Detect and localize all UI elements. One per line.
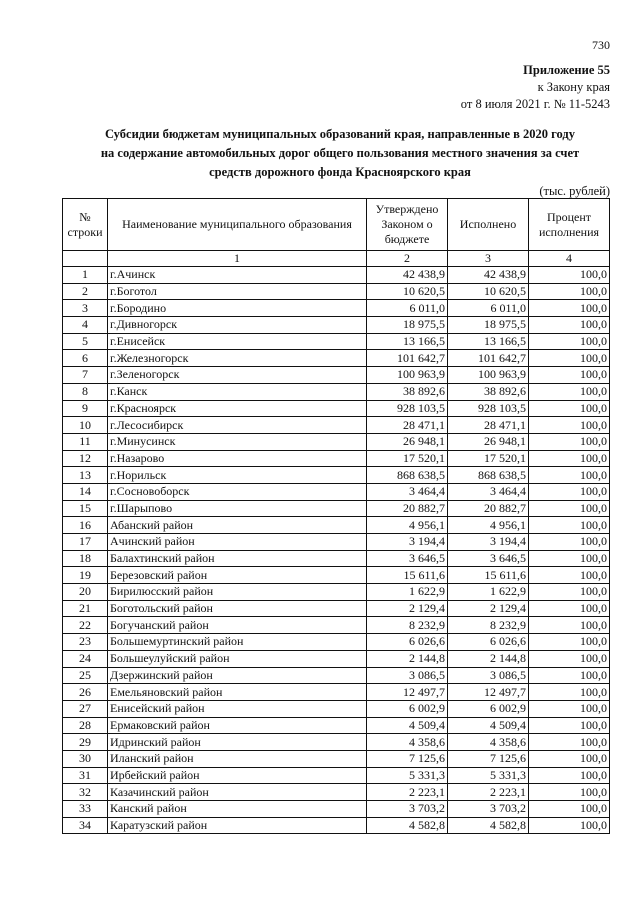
municipality-name: Идринский район: [108, 734, 367, 751]
executed-amount: 868 638,5: [448, 467, 529, 484]
table-row: [63, 600, 610, 617]
row-number: 12: [63, 450, 108, 467]
approved-amount: 2 223,1: [367, 784, 448, 801]
municipality-name: г.Сосновоборск: [108, 483, 367, 500]
execution-percent: 100,0: [529, 267, 610, 284]
table-row: [63, 400, 610, 417]
title-line: средств дорожного фонда Красноярского края: [209, 165, 471, 179]
col-number: 2: [367, 251, 448, 267]
row-number: 29: [63, 734, 108, 751]
execution-percent: 100,0: [529, 767, 610, 784]
table-row: [63, 784, 610, 801]
table-row: [63, 517, 610, 534]
row-number: 3: [63, 300, 108, 317]
municipality-name: Емельяновский район: [108, 684, 367, 701]
table-row: [63, 367, 610, 384]
municipality-name: Ермаковский район: [108, 717, 367, 734]
approved-amount: 6 011,0: [367, 300, 448, 317]
row-number: 10: [63, 417, 108, 434]
approved-amount: 13 166,5: [367, 333, 448, 350]
execution-percent: 100,0: [529, 350, 610, 367]
row-number: 26: [63, 684, 108, 701]
table-row: [63, 383, 610, 400]
approved-amount: 6 026,6: [367, 634, 448, 651]
approved-amount: 928 103,5: [367, 400, 448, 417]
approved-amount: 6 002,9: [367, 700, 448, 717]
table-row: [63, 584, 610, 601]
appendix-line: к Закону края: [537, 80, 610, 94]
municipality-name: Каратузский район: [108, 817, 367, 834]
municipality-name: г.Шарыпово: [108, 500, 367, 517]
approved-amount: 3 646,5: [367, 550, 448, 567]
row-number: 15: [63, 500, 108, 517]
municipality-name: г.Боготол: [108, 283, 367, 300]
approved-amount: 868 638,5: [367, 467, 448, 484]
approved-amount: 17 520,1: [367, 450, 448, 467]
municipality-name: Дзержинский район: [108, 667, 367, 684]
execution-percent: 100,0: [529, 817, 610, 834]
approved-amount: 101 642,7: [367, 350, 448, 367]
approved-amount: 20 882,7: [367, 500, 448, 517]
row-number: 6: [63, 350, 108, 367]
table-row: [63, 567, 610, 584]
execution-percent: 100,0: [529, 534, 610, 551]
execution-percent: 100,0: [529, 483, 610, 500]
row-number: 27: [63, 700, 108, 717]
executed-amount: 6 011,0: [448, 300, 529, 317]
executed-amount: 928 103,5: [448, 400, 529, 417]
municipality-name: г.Красноярск: [108, 400, 367, 417]
approved-amount: 3 703,2: [367, 801, 448, 818]
table-row: [63, 700, 610, 717]
municipality-name: Абанский район: [108, 517, 367, 534]
row-number: 16: [63, 517, 108, 534]
table-row: [63, 734, 610, 751]
executed-amount: 28 471,1: [448, 417, 529, 434]
document-title: [60, 125, 620, 182]
executed-amount: 2 223,1: [448, 784, 529, 801]
header-percent: Процент исполнения: [529, 199, 610, 251]
executed-amount: 2 144,8: [448, 650, 529, 667]
execution-percent: 100,0: [529, 317, 610, 334]
municipality-name: Большеулуйский район: [108, 650, 367, 667]
row-number: 4: [63, 317, 108, 334]
execution-percent: 100,0: [529, 500, 610, 517]
execution-percent: 100,0: [529, 400, 610, 417]
row-number: 8: [63, 383, 108, 400]
title-line: Субсидии бюджетам муниципальных образований края, направленные в 2020 году: [104, 127, 576, 141]
table-row: [63, 750, 610, 767]
municipality-name: г.Норильск: [108, 467, 367, 484]
municipality-name: г.Ачинск: [108, 267, 367, 284]
table-row: [63, 483, 610, 500]
executed-amount: 42 438,9: [448, 267, 529, 284]
row-number: 9: [63, 400, 108, 417]
municipality-name: г.Минусинск: [108, 433, 367, 450]
table-row: [63, 433, 610, 450]
municipality-name: г.Дивногорск: [108, 317, 367, 334]
executed-amount: 6 002,9: [448, 700, 529, 717]
table-row: [63, 634, 610, 651]
row-number: 24: [63, 650, 108, 667]
municipality-name: Богучанский район: [108, 617, 367, 634]
table-row: [63, 650, 610, 667]
execution-percent: 100,0: [529, 717, 610, 734]
execution-percent: 100,0: [529, 550, 610, 567]
page-number: 730: [592, 38, 610, 52]
municipality-name: Канский район: [108, 801, 367, 818]
table-row: [63, 801, 610, 818]
approved-amount: 3 194,4: [367, 534, 448, 551]
row-number: 32: [63, 784, 108, 801]
row-number: 23: [63, 634, 108, 651]
municipality-name: г.Зеленогорск: [108, 367, 367, 384]
approved-amount: 4 956,1: [367, 517, 448, 534]
approved-amount: 100 963,9: [367, 367, 448, 384]
table-row: [63, 534, 610, 551]
execution-percent: 100,0: [529, 567, 610, 584]
municipality-name: г.Лесосибирск: [108, 417, 367, 434]
row-number: 2: [63, 283, 108, 300]
row-number: 5: [63, 333, 108, 350]
header-approved: Утверждено Законом о бюджете: [367, 199, 448, 251]
table-row: [63, 450, 610, 467]
row-number: 33: [63, 801, 108, 818]
executed-amount: 4 582,8: [448, 817, 529, 834]
executed-amount: 4 956,1: [448, 517, 529, 534]
execution-percent: 100,0: [529, 333, 610, 350]
executed-amount: 15 611,6: [448, 567, 529, 584]
executed-amount: 3 646,5: [448, 550, 529, 567]
municipality-name: г.Железногорск: [108, 350, 367, 367]
execution-percent: 100,0: [529, 734, 610, 751]
execution-percent: 100,0: [529, 600, 610, 617]
municipality-name: г.Канск: [108, 383, 367, 400]
executed-amount: 18 975,5: [448, 317, 529, 334]
executed-amount: 17 520,1: [448, 450, 529, 467]
approved-amount: 28 471,1: [367, 417, 448, 434]
municipality-name: г.Енисейск: [108, 333, 367, 350]
executed-amount: 4 358,6: [448, 734, 529, 751]
table-row: [63, 300, 610, 317]
units-label: (тыс. рублей): [539, 184, 610, 198]
table-row: [63, 317, 610, 334]
municipality-name: Ирбейский район: [108, 767, 367, 784]
execution-percent: 100,0: [529, 650, 610, 667]
row-number: 34: [63, 817, 108, 834]
approved-amount: 12 497,7: [367, 684, 448, 701]
executed-amount: 7 125,6: [448, 750, 529, 767]
table-row: [63, 417, 610, 434]
executed-amount: 2 129,4: [448, 600, 529, 617]
executed-amount: 26 948,1: [448, 433, 529, 450]
appendix-date: от 8 июля 2021 г. № 11-5243: [460, 97, 610, 111]
municipality-name: Балахтинский район: [108, 550, 367, 567]
row-number: 20: [63, 584, 108, 601]
col-number: 1: [108, 251, 367, 267]
table-row: [63, 333, 610, 350]
executed-amount: 20 882,7: [448, 500, 529, 517]
execution-percent: 100,0: [529, 417, 610, 434]
header-executed: Исполнено: [448, 199, 529, 251]
row-number: 1: [63, 267, 108, 284]
executed-amount: 13 166,5: [448, 333, 529, 350]
row-number: 25: [63, 667, 108, 684]
execution-percent: 100,0: [529, 450, 610, 467]
approved-amount: 8 232,9: [367, 617, 448, 634]
executed-amount: 8 232,9: [448, 617, 529, 634]
table-row: [63, 467, 610, 484]
municipality-name: г.Бородино: [108, 300, 367, 317]
execution-percent: 100,0: [529, 667, 610, 684]
approved-amount: 3 086,5: [367, 667, 448, 684]
execution-percent: 100,0: [529, 467, 610, 484]
subsidies-table: [62, 198, 610, 834]
municipality-name: Березовский район: [108, 567, 367, 584]
approved-amount: 1 622,9: [367, 584, 448, 601]
approved-amount: 4 582,8: [367, 817, 448, 834]
execution-percent: 100,0: [529, 300, 610, 317]
executed-amount: 4 509,4: [448, 717, 529, 734]
executed-amount: 38 892,6: [448, 383, 529, 400]
execution-percent: 100,0: [529, 367, 610, 384]
row-number: 17: [63, 534, 108, 551]
table-row: [63, 667, 610, 684]
executed-amount: 12 497,7: [448, 684, 529, 701]
row-number: 19: [63, 567, 108, 584]
table-row: [63, 267, 610, 284]
approved-amount: 3 464,4: [367, 483, 448, 500]
executed-amount: 3 703,2: [448, 801, 529, 818]
approved-amount: 5 331,3: [367, 767, 448, 784]
row-number: 13: [63, 467, 108, 484]
approved-amount: 4 358,6: [367, 734, 448, 751]
executed-amount: 100 963,9: [448, 367, 529, 384]
col-number: 4: [529, 251, 610, 267]
approved-amount: 2 144,8: [367, 650, 448, 667]
header-name: Наименование муниципального образования: [108, 199, 367, 251]
executed-amount: 3 464,4: [448, 483, 529, 500]
approved-amount: 15 611,6: [367, 567, 448, 584]
row-number: 30: [63, 750, 108, 767]
executed-amount: 3 194,4: [448, 534, 529, 551]
appendix-title: Приложение 55: [523, 63, 610, 77]
execution-percent: 100,0: [529, 517, 610, 534]
execution-percent: 100,0: [529, 784, 610, 801]
row-number: 7: [63, 367, 108, 384]
approved-amount: 4 509,4: [367, 717, 448, 734]
execution-percent: 100,0: [529, 700, 610, 717]
table-row: [63, 350, 610, 367]
approved-amount: 10 620,5: [367, 283, 448, 300]
row-number: 11: [63, 433, 108, 450]
municipality-name: Енисейский район: [108, 700, 367, 717]
execution-percent: 100,0: [529, 684, 610, 701]
title-line: на содержание автомобильных дорог общего пользования местного значения за счет: [100, 146, 580, 160]
header-row-number: № строки: [63, 199, 108, 251]
table-row: [63, 283, 610, 300]
table-row: [63, 817, 610, 834]
approved-amount: 2 129,4: [367, 600, 448, 617]
row-number: 28: [63, 717, 108, 734]
executed-amount: 3 086,5: [448, 667, 529, 684]
approved-amount: 26 948,1: [367, 433, 448, 450]
approved-amount: 42 438,9: [367, 267, 448, 284]
execution-percent: 100,0: [529, 433, 610, 450]
municipality-name: Ачинский район: [108, 534, 367, 551]
municipality-name: Большемуртинский район: [108, 634, 367, 651]
table-row: [63, 500, 610, 517]
row-number: 14: [63, 483, 108, 500]
table-row: [63, 717, 610, 734]
execution-percent: 100,0: [529, 283, 610, 300]
executed-amount: 101 642,7: [448, 350, 529, 367]
row-number: 18: [63, 550, 108, 567]
table-row: [63, 617, 610, 634]
executed-amount: 10 620,5: [448, 283, 529, 300]
table-row: [63, 550, 610, 567]
municipality-name: Бирилюсский район: [108, 584, 367, 601]
executed-amount: 6 026,6: [448, 634, 529, 651]
row-number: 21: [63, 600, 108, 617]
row-number: 22: [63, 617, 108, 634]
execution-percent: 100,0: [529, 383, 610, 400]
execution-percent: 100,0: [529, 801, 610, 818]
execution-percent: 100,0: [529, 634, 610, 651]
approved-amount: 18 975,5: [367, 317, 448, 334]
table-row: [63, 767, 610, 784]
row-number: 31: [63, 767, 108, 784]
executed-amount: 1 622,9: [448, 584, 529, 601]
municipality-name: г.Назарово: [108, 450, 367, 467]
executed-amount: 5 331,3: [448, 767, 529, 784]
col-number: [63, 251, 108, 267]
approved-amount: 38 892,6: [367, 383, 448, 400]
approved-amount: 7 125,6: [367, 750, 448, 767]
municipality-name: Казачинский район: [108, 784, 367, 801]
execution-percent: 100,0: [529, 584, 610, 601]
municipality-name: Боготольский район: [108, 600, 367, 617]
table-row: [63, 684, 610, 701]
col-number: 3: [448, 251, 529, 267]
execution-percent: 100,0: [529, 617, 610, 634]
execution-percent: 100,0: [529, 750, 610, 767]
municipality-name: Иланский район: [108, 750, 367, 767]
appendix-block: [461, 62, 610, 113]
